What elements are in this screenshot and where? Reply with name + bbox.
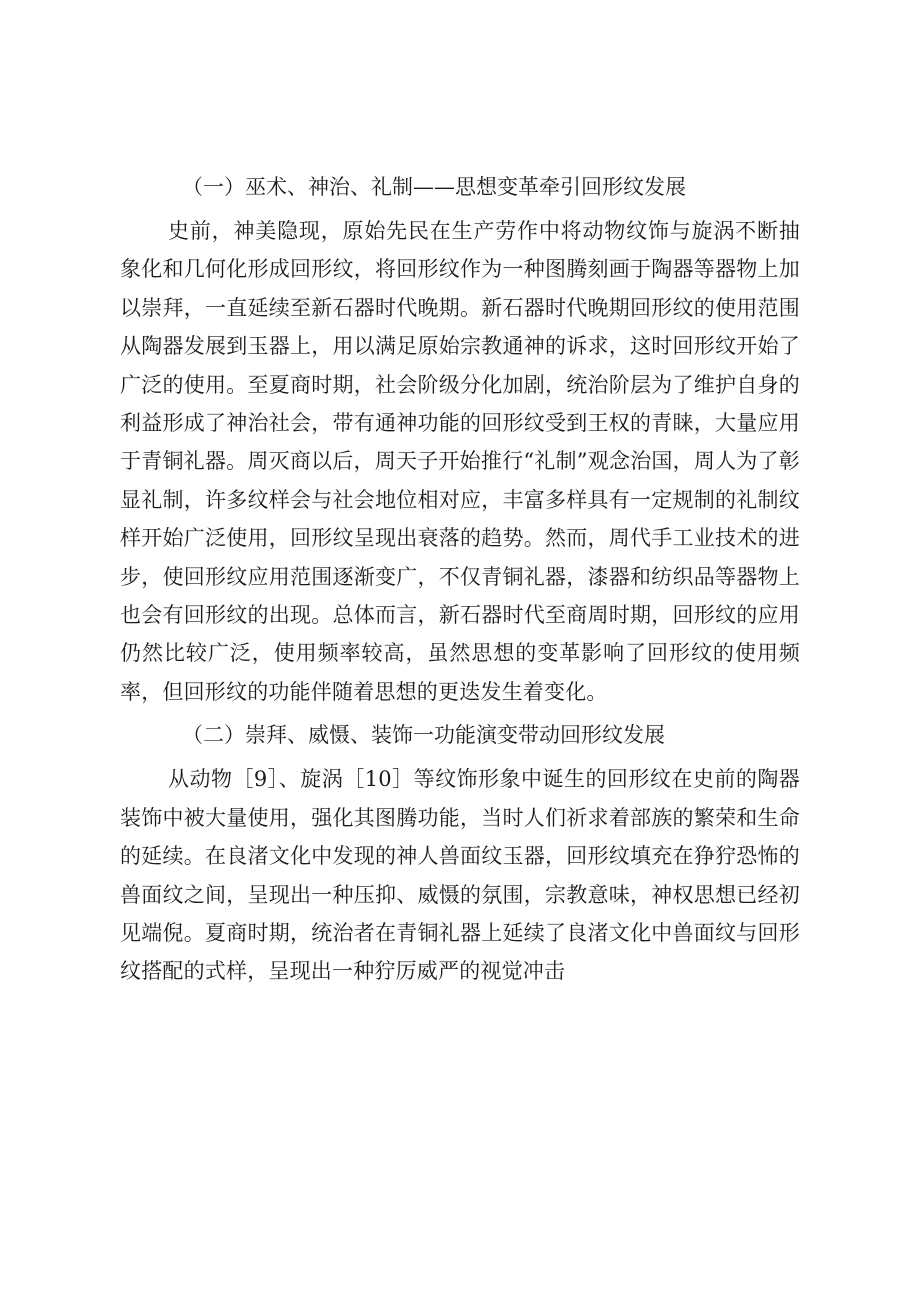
- section-heading-1: （一）巫术、神治、礼制——思想变革牵引回形纹发展: [182, 175, 686, 199]
- document-body: [120, 168, 800, 991]
- section-paragraph-2: 从动物［9］、旋涡［10］等纹饰形象中诞生的回形纹在史前的陶器装饰中被大量使用，强化其图腾功能，当时人们祈求着部族的繁荣和生命的延续。在良渚文化中发现的神人兽面纹玉器，回形纹填充在狰狞恐怖的兽面纹之间，呈现出一种压抑、威慑的氛围，宗教意味，神权思想已经初见端倪。夏商时期，统治者在青铜礼器上延续了良渚文化中兽面纹与回形纹搭配的式样，呈现出一种狞厉威严的视觉冲击: [120, 767, 800, 984]
- section-paragraph-1: 史前，神美隐现，原始先民在生产劳作中将动物纹饰与旋涡不断抽象化和几何化形成回形纹，将回形纹作为一种图腾刻画于陶器等器物上加以崇拜，一直延续至新石器时代晚期。新石器时代晚期回形纹的使用范围从陶器发展到玉器上，用以满足原始宗教通神的诉求，这时回形纹开始了广泛的使用。至夏商时期，社会阶级分化加剧，统治阶层为了维护自身的利益形成了神治社会，带有通神功能的回形纹受到王权的青睐，大量应用于青铜礼器。周灭商以后，周天子开始推行“礼制”观念治国，周人为了彰显礼制，许多纹样会与社会地位相对应，丰富多样具有一定规制的礼制纹样开始广泛使用，回形纹呈现出衰落的趋势。然而，周代手工业技术的进步，使回形纹应用范围逐渐变广，不仅青铜礼器，漆器和纺织品等器物上也会有回形纹的出现。总体而言，新石器时代至商周时期，回形纹的应用仍然比较广泛，使用频率较高，虽然思想的变革影响了回形纹的使用频率，但回形纹的功能伴随着思想的更迭发生着变化。: [120, 219, 800, 704]
- section-heading-2: （二）崇拜、威慑、装饰一功能演变带动回形纹发展: [182, 723, 665, 748]
